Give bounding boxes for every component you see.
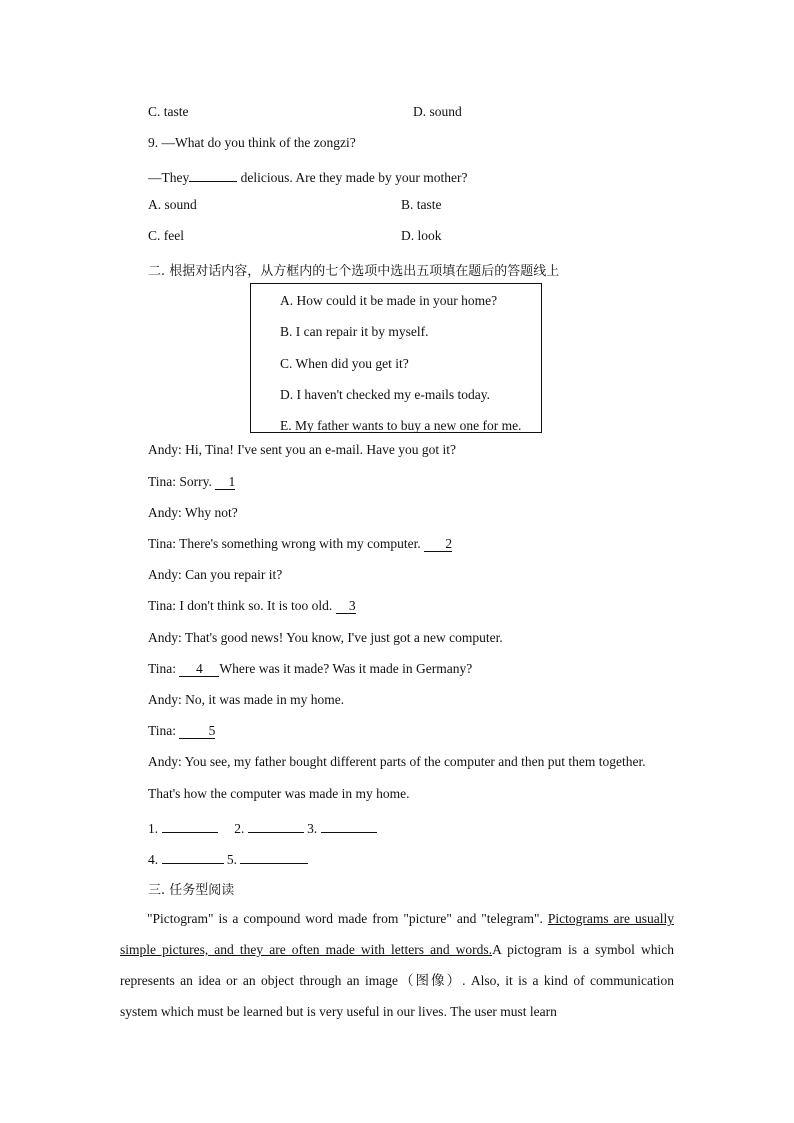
answer-blank-3[interactable] <box>321 817 377 833</box>
q9-option-a: A. sound <box>148 197 197 212</box>
dialogue-line-10 <box>148 723 215 739</box>
answer-row-2 <box>148 848 308 868</box>
dialogue-blank-1[interactable]: 1 <box>215 474 235 490</box>
q9-reply <box>148 166 467 186</box>
q9-reply-after: delicious. Are they made by your mother? <box>237 170 468 185</box>
answer-blank-4[interactable] <box>162 848 224 864</box>
dialogue-blank-2[interactable]: 2 <box>424 536 452 552</box>
box-option-c: C. When did you get it? <box>280 356 409 371</box>
q9-option-c: C. feel <box>148 228 184 243</box>
q8-option-d: D. sound <box>413 104 462 119</box>
dialogue-line-12: That's how the computer was made in my home. <box>148 786 410 801</box>
dialogue-line-9: Andy: No, it was made in my home. <box>148 692 345 707</box>
answer-label-5: 5. <box>226 852 237 867</box>
q9-option-b: B. taste <box>401 197 442 212</box>
answer-blank-5[interactable] <box>240 848 308 864</box>
dialogue-line-11: Andy: You see, my father bought different parts of the computer and then put them together. <box>148 754 646 769</box>
q9-answer-blank[interactable] <box>189 166 237 182</box>
answer-label-3: 3. <box>307 821 318 836</box>
dialogue-line-8-text-after: Where was it made? Was it made in Germany? <box>219 661 473 676</box>
box-option-b: B. I can repair it by myself. <box>280 324 429 339</box>
dialogue-blank-3[interactable]: 3 <box>336 598 356 614</box>
answer-label-2: 2. <box>234 821 245 836</box>
answer-row-1 <box>148 817 377 837</box>
dialogue-line-6 <box>148 598 356 614</box>
passage-part-1: "Pictogram" is a compound word made from "picture" and "telegram". <box>147 911 548 926</box>
answer-label-1: 1. <box>148 821 159 836</box>
reading-passage <box>120 903 674 1027</box>
dialogue-blank-5[interactable]: 5 <box>179 723 215 739</box>
q9-reply-before: —They <box>148 170 190 185</box>
q9-question: 9. —What do you think of the zongzi? <box>148 135 356 150</box>
dialogue-line-8-text: Tina: <box>148 661 180 676</box>
section3-title: 三. 任务型阅读 <box>148 883 235 898</box>
dialogue-line-1: Andy: Hi, Tina! I've sent you an e-mail. Have you got it? <box>148 442 457 457</box>
dialogue-line-8 <box>148 661 472 677</box>
dialogue-line-4 <box>148 536 452 552</box>
passage-underlined-sentence: Pictograms are usually simple pictures, and they are often made with letters and words. <box>120 911 674 957</box>
box-option-d: D. I haven't checked my e-mails today. <box>280 387 490 402</box>
dialogue-line-7: Andy: That's good news! You know, I've just got a new computer. <box>148 630 503 645</box>
q8-option-c: C. taste <box>148 104 189 119</box>
dialogue-line-4-text: Tina: There's something wrong with my computer. <box>148 536 425 551</box>
box-option-a: A. How could it be made in your home? <box>280 293 498 308</box>
dialogue-line-5: Andy: Can you repair it? <box>148 567 283 582</box>
options-box <box>250 283 542 433</box>
dialogue-line-10-text: Tina: <box>148 723 180 738</box>
answer-blank-1[interactable] <box>162 817 218 833</box>
dialogue-line-2 <box>148 474 235 490</box>
q9-option-d: D. look <box>401 228 442 243</box>
answer-label-4: 4. <box>148 852 159 867</box>
dialogue-line-2-text: Tina: Sorry. <box>148 474 216 489</box>
section2-title: 二. 根据对话内容，从方框内的七个选项中选出五项填在题后的答题线上 <box>148 264 560 279</box>
dialogue-line-3: Andy: Why not? <box>148 505 238 520</box>
passage-part-2: A pictogram is a symbol which represents an idea or an object through an image（图像）. Also, it is a kind of communication system which must be learned but is very useful in our lives. The user must learn <box>120 942 674 1019</box>
dialogue-line-6-text: Tina: I don't think so. It is too old. <box>148 598 336 613</box>
box-option-e: E. My father wants to buy a new one for me. <box>280 418 522 433</box>
dialogue-blank-4[interactable]: 4 <box>179 661 219 677</box>
answer-blank-2[interactable] <box>248 817 304 833</box>
